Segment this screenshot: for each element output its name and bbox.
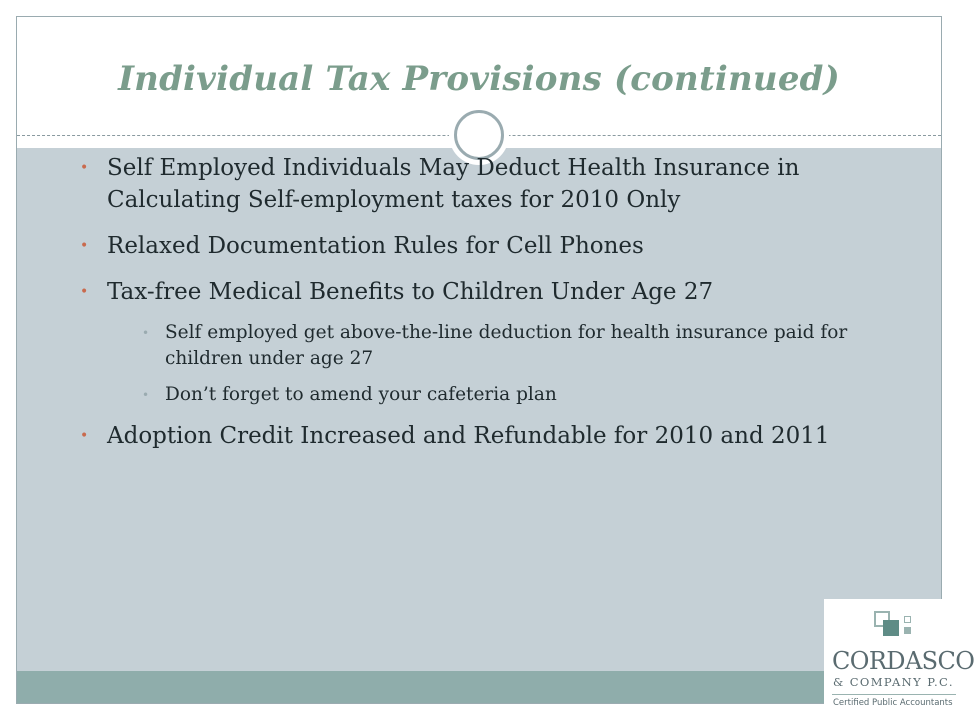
sub-bullet-item [80,382,880,408]
company-logo [824,599,974,720]
bullet-marker-icon: • [80,160,89,176]
bullet-item [80,230,880,262]
footer-bar [17,671,941,703]
sub-bullet-text: Don’t forget to amend your cafeteria plan [165,384,557,405]
logo-small-square-filled-icon [904,627,911,634]
bullet-text: Self Employed Individuals May Deduct Health Insurance in Calculating Self-employment taxes for 2010 Only [107,155,800,213]
bullet-item [80,276,880,308]
bullet-list [80,152,880,466]
logo-subname: & COMPANY P.C. [833,675,954,689]
bullet-text: Tax-free Medical Benefits to Children Under Age 27 [107,279,714,305]
bullet-item [80,420,880,452]
bullet-text: Adoption Credit Increased and Refundable for 2010 and 2011 [107,423,830,449]
slide-title: Individual Tax Provisions (continued) [118,59,840,99]
sub-bullet-marker-icon: • [142,326,150,340]
sub-bullet-text: Self employed get above-the-line deduction for health insurance paid for children under age 27 [165,322,848,369]
bullet-item [80,152,880,216]
logo-tagline: Certified Public Accountants [833,698,953,708]
sub-bullet-item [80,320,880,372]
bullet-text: Relaxed Documentation Rules for Cell Phones [107,233,644,259]
sub-bullet-marker-icon: • [142,388,150,402]
bullet-marker-icon: • [80,238,89,254]
bullet-marker-icon: • [80,428,89,444]
logo-small-square-outline-icon [904,616,911,623]
logo-name: CORDASCO [832,647,974,675]
logo-rule [832,694,956,695]
logo-square-filled-icon [883,620,899,636]
bullet-marker-icon: • [80,284,89,300]
